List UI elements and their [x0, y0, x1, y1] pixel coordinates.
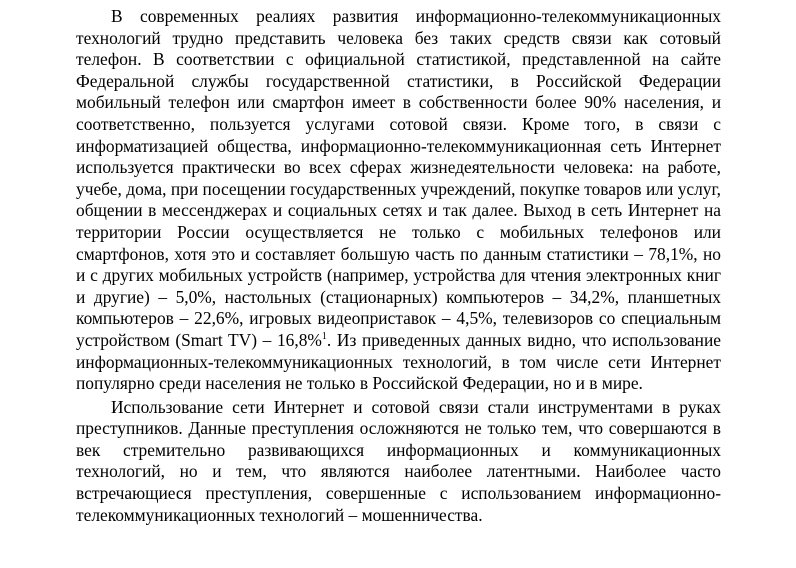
paragraph-2: Использование сети Интернет и сотовой связи стали инструментами в руках преступников. Данные преступления осложняются не только тем, что совершаются в век стремительно развивающихся информационных и коммуникационных технологий, но и тем, что являются наиболее латентными. Наиболее часто встречающиеся преступления, совершенные с использованием информационно-телекоммуникационных технологий – мошенничества. [76, 396, 721, 525]
paragraph-1-text-after: . Из приведенных данных видно, что использование информационных-телекоммуникационных технологий, в том числе сети Интернет популярно среди населения не только в Российской Федерации, но и в мире. [76, 329, 721, 394]
footnote-reference[interactable]: 1 [321, 331, 327, 343]
paragraph-1 [76, 6, 721, 395]
document-page [76, 6, 721, 526]
paragraph-1-text-before: В современных реалиях развития информационно-телекоммуникационных технологий трудно представить человека без таких средств связи как сотовый телефон. В соответствии с официальной статистикой, представленной на сайте Федеральной службы государственной статистики, в Российской Федерации мобильный телефон или смартфон имеет в собственности более 90% населения, и соответственно, пользуется услугами сотовой связи. Кроме того, в связи с информатизацией общества, информационно-телекоммуникационная сеть Интернет используется практически во всех сферах жизнедеятельности человека: на работе, учебе, дома, при посещении государственных учреждений, покупке товаров или услуг, общении в мессенджерах и социальных сетях и так далее. Выход в сеть Интернет на территории России осуществляется не только с мобильных телефонов или смартфонов, хотя это и составляет большую часть по данным статистики – 78,1%, но и с других мобильных устройств (например, устройства для чтения электронных книг и другие) – 5,0%, настольных (стационарных) компьютеров – 34,2%, планшетных компьютеров – 22,6%, игровых видеоприставок – 4,5%, телевизоров со специальным устройством (Smart TV) – 16,8% [76, 6, 721, 350]
